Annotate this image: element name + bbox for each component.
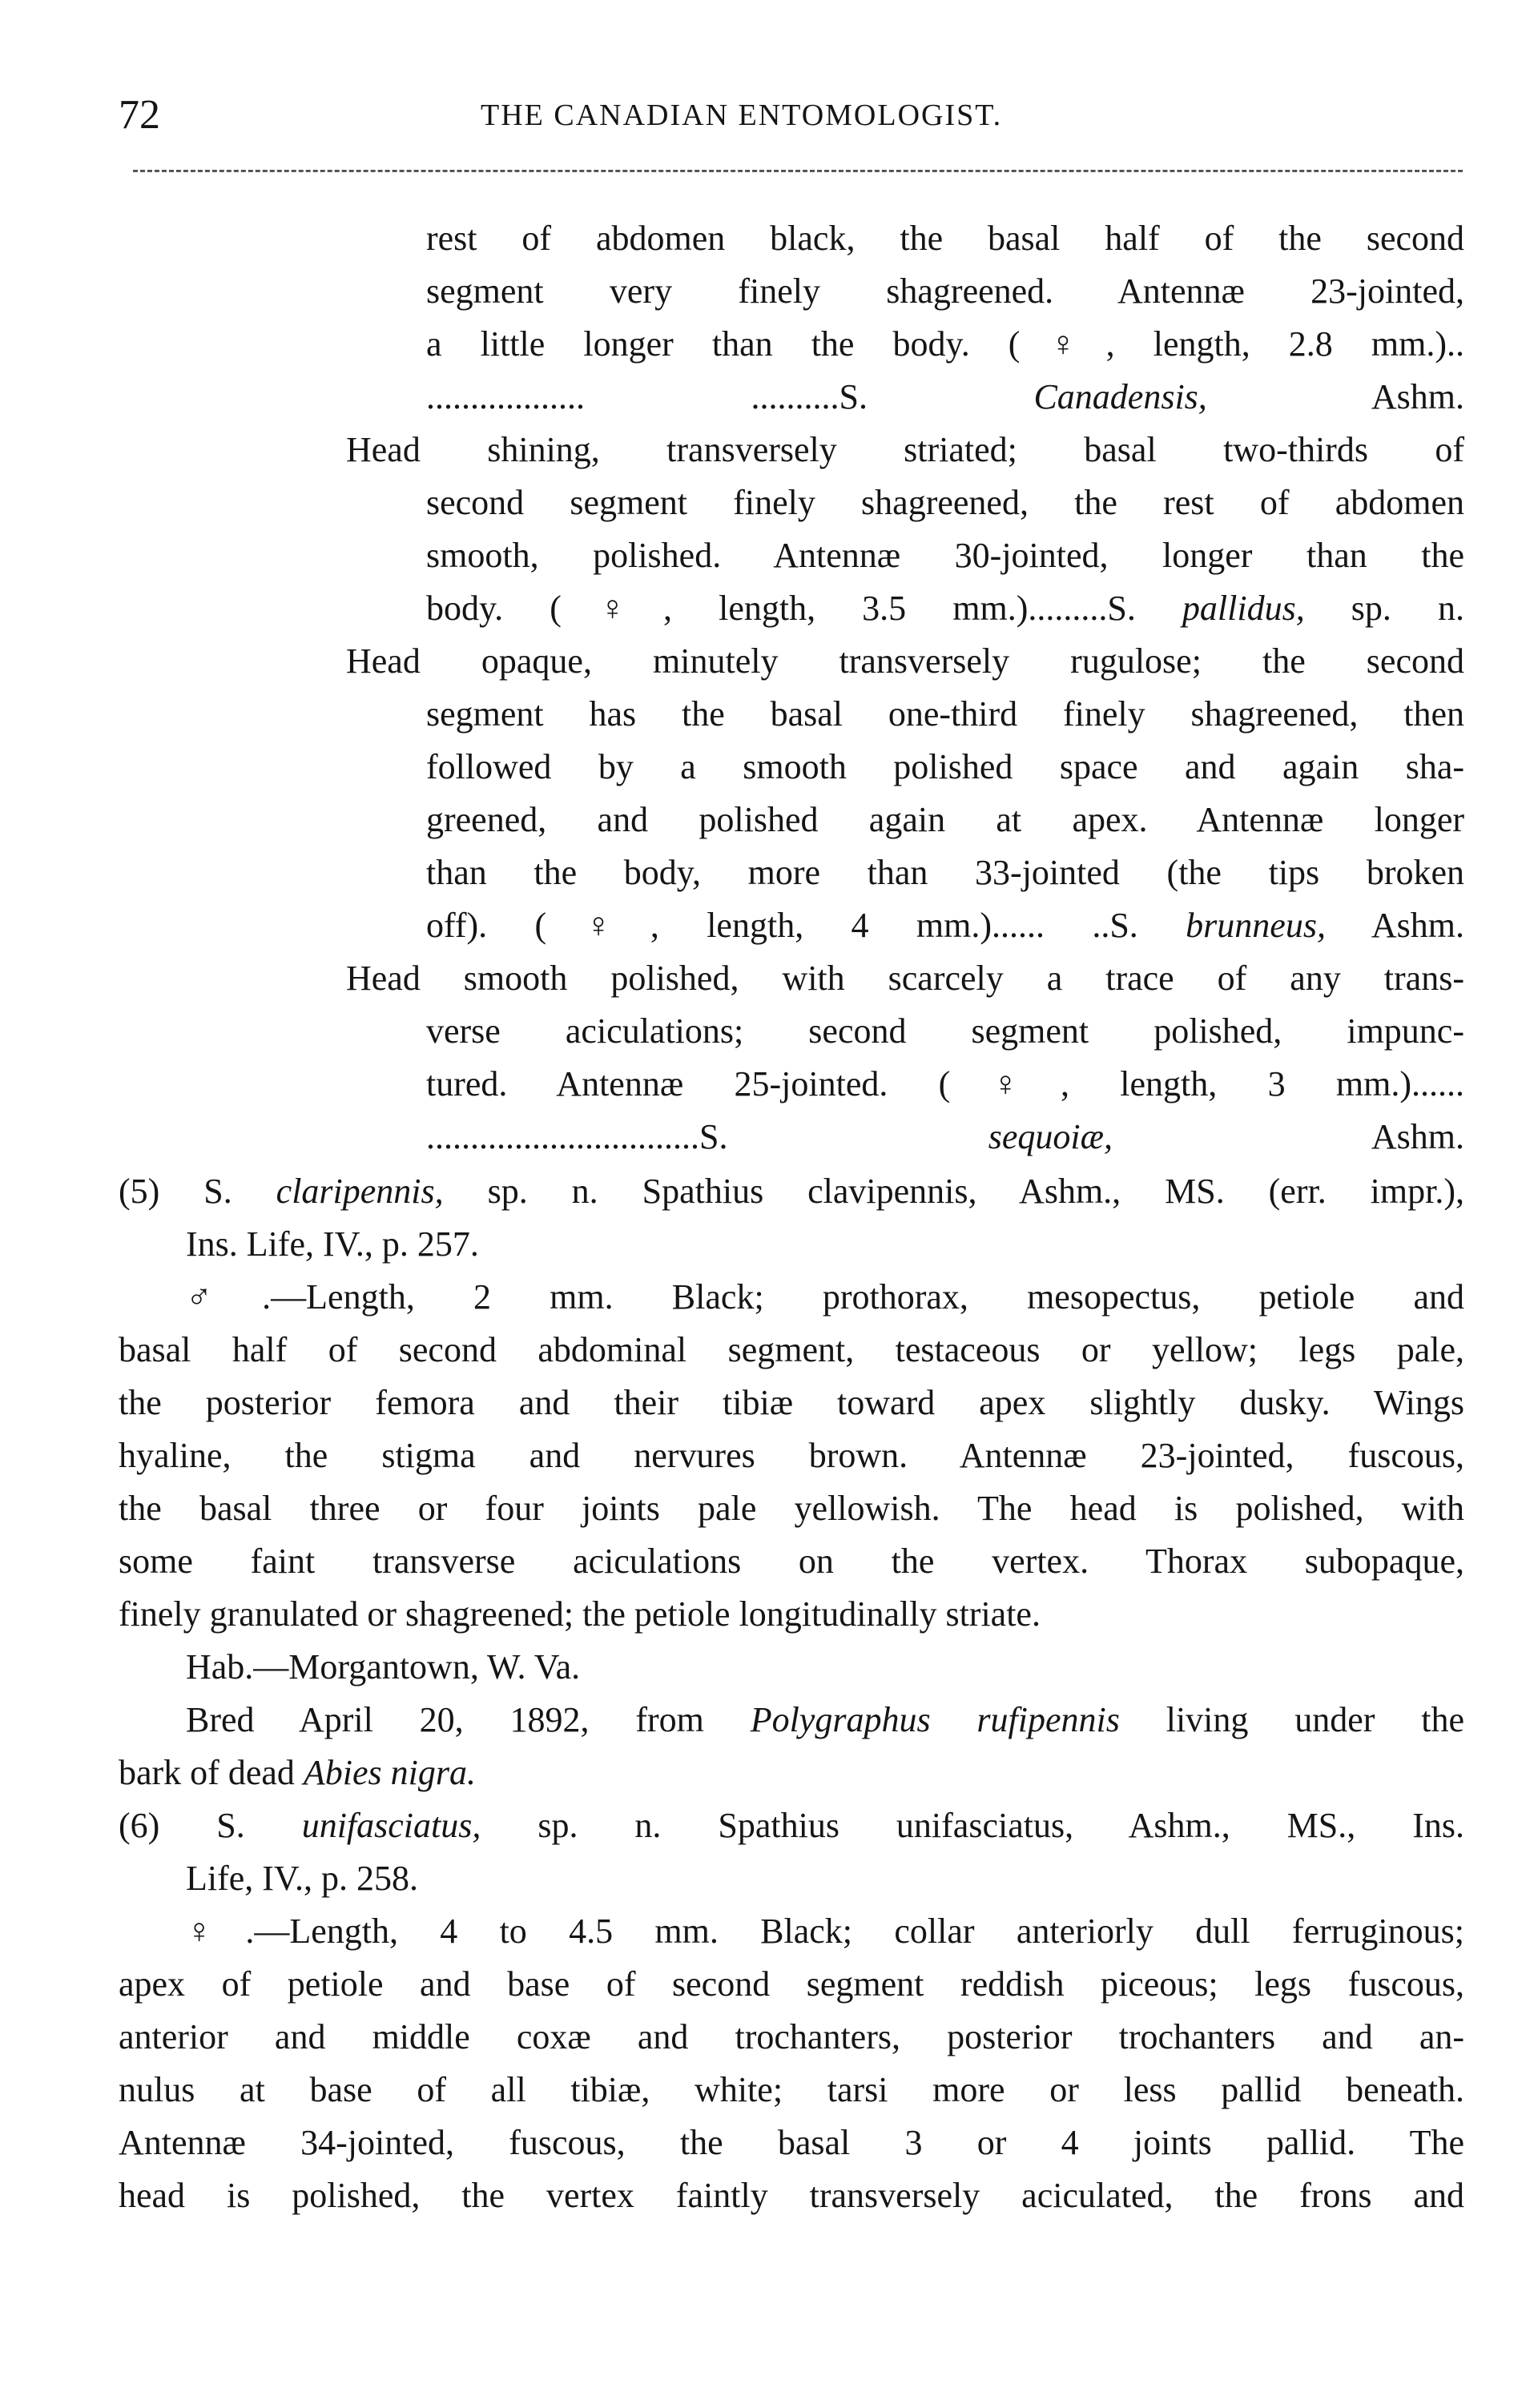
text-line <box>119 1433 1464 1478</box>
text-line <box>426 745 1464 790</box>
text-line <box>119 1539 1464 1584</box>
text-segment: Life, IV., p. 258. <box>186 1859 419 1898</box>
text-segment: (5) S. <box>119 1172 276 1211</box>
text-segment: greened, and polished again at apex. Antennæ longer <box>426 800 1464 839</box>
text-segment: living under the <box>1119 1700 1465 1739</box>
header-rule <box>133 170 1463 172</box>
text-line <box>186 1222 479 1267</box>
text-line <box>119 1486 1464 1531</box>
text-line <box>426 798 1464 842</box>
text-segment: segment very finely shagreened. Antennæ 23-jointed, <box>426 271 1464 311</box>
text-segment: finely granulated or shagreened; the petiole longitudinally striate. <box>119 1594 1041 1634</box>
text-segment: sp. n. <box>1304 589 1464 628</box>
running-title: THE CANADIAN ENTOMOLOGIST. <box>481 98 1003 132</box>
text-line <box>426 216 1464 261</box>
text-line <box>119 1328 1464 1373</box>
text-line <box>119 2121 1464 2165</box>
italic-text: sequoiæ, <box>988 1117 1113 1156</box>
italic-text: claripennis, <box>276 1172 444 1211</box>
text-segment: some faint transverse aciculations on the vertex. Thorax subopaque, <box>119 1542 1464 1581</box>
italic-text: pallidus, <box>1182 589 1305 628</box>
text-line <box>426 533 1464 578</box>
text-line <box>426 903 1464 948</box>
text-segment: ...............................S. <box>426 1117 988 1156</box>
text-segment: sp. n. Spathius unifasciatus, Ashm., MS., Ins. <box>481 1806 1465 1845</box>
text-line <box>186 1909 1464 1954</box>
text-line <box>119 2068 1464 2113</box>
text-segment: .................. ..........S. <box>426 377 1034 416</box>
text-segment: Antennæ 34-jointed, fuscous, the basal 3 or 4 joints pallid. The <box>119 2123 1464 2162</box>
text-segment: ♂.—Length, 2 mm. Black; prothorax, mesopectus, petiole and <box>186 1277 1464 1317</box>
text-segment: Ashm. <box>1113 1117 1464 1156</box>
text-segment: off). (♀, length, 4 mm.)...... ..S. <box>426 906 1186 945</box>
text-segment: basal half of second abdominal segment, testaceous or yellow; legs pale, <box>119 1330 1464 1369</box>
text-line <box>346 956 1464 1001</box>
text-segment: Head shining, transversely striated; basal two-thirds of <box>346 430 1464 469</box>
text-segment: hyaline, the stigma and nervures brown. Antennæ 23-jointed, fuscous, <box>119 1436 1464 1475</box>
text-segment: tured. Antennæ 25-jointed. (♀, length, 3 mm.)...... <box>426 1064 1464 1103</box>
text-segment: Ashm. <box>1206 377 1464 416</box>
text-line <box>426 1009 1464 1054</box>
text-segment: nulus at base of all tibiæ, white; tarsi more or less pallid beneath. <box>119 2070 1464 2109</box>
text-line <box>426 269 1464 314</box>
text-line <box>426 850 1464 895</box>
text-line <box>119 1962 1464 2007</box>
text-segment: verse aciculations; second segment polished, impunc- <box>426 1011 1464 1051</box>
text-line <box>426 375 1464 420</box>
text-line <box>426 1062 1464 1107</box>
text-segment: followed by a smooth polished space and again sha- <box>426 747 1464 786</box>
italic-text: Abies nigra. <box>303 1753 477 1792</box>
text-segment: Ins. Life, IV., p. 257. <box>186 1224 479 1264</box>
text-line <box>426 322 1464 367</box>
text-segment: smooth, polished. Antennæ 30-jointed, longer than the <box>426 536 1464 575</box>
text-segment: Hab.—Morgantown, W. Va. <box>186 1647 581 1686</box>
text-line <box>426 480 1464 525</box>
text-segment: than the body, more than 33-jointed (the tips broken <box>426 853 1464 892</box>
italic-text: Polygraphus rufipennis <box>750 1700 1120 1739</box>
text-line <box>119 1803 1464 1848</box>
text-segment: (6) S. <box>119 1806 302 1845</box>
text-line <box>426 586 1464 631</box>
text-segment: bark of dead <box>119 1753 304 1792</box>
text-line <box>426 1115 1464 1160</box>
text-line <box>346 639 1464 684</box>
text-line <box>119 2173 1464 2218</box>
text-line <box>119 1169 1464 1214</box>
text-segment: anterior and middle coxæ and trochanters, posterior trochanters and an- <box>119 2017 1464 2056</box>
text-segment: second segment finely shagreened, the rest of abdomen <box>426 483 1464 522</box>
text-line <box>186 1275 1464 1320</box>
text-segment: segment has the basal one-third finely shagreened, then <box>426 694 1464 734</box>
text-line <box>119 1381 1464 1425</box>
text-segment: body. (♀, length, 3.5 mm.).........S. <box>426 589 1182 628</box>
text-segment: Head opaque, minutely transversely rugulose; the second <box>346 641 1464 681</box>
text-segment: Bred April 20, 1892, from <box>186 1700 751 1739</box>
italic-text: Canadensis, <box>1033 377 1207 416</box>
text-line <box>186 1856 418 1901</box>
text-line <box>119 1592 1041 1637</box>
text-line <box>346 428 1464 472</box>
text-segment: apex of petiole and base of second segment reddish piceous; legs fuscous, <box>119 1964 1464 2004</box>
text-segment: Head smooth polished, with scarcely a trace of any trans- <box>346 959 1464 998</box>
text-segment: a little longer than the body. (♀, length, 2.8 mm.).. <box>426 324 1464 364</box>
text-segment: rest of abdomen black, the basal half of the second <box>426 219 1464 258</box>
text-line <box>119 1751 476 1795</box>
text-segment: the posterior femora and their tibiæ toward apex slightly dusky. Wings <box>119 1383 1464 1422</box>
text-line <box>119 2015 1464 2060</box>
text-segment: Ashm. <box>1325 906 1464 945</box>
text-line <box>186 1698 1464 1743</box>
text-segment: ♀.—Length, 4 to 4.5 mm. Black; collar anteriorly dull ferruginous; <box>186 1912 1464 1951</box>
text-segment: the basal three or four joints pale yellowish. The head is polished, with <box>119 1489 1464 1528</box>
page-number: 72 <box>119 92 160 138</box>
text-segment: sp. n. Spathius clavipennis, Ashm., MS. (err. impr.), <box>443 1172 1464 1211</box>
text-line <box>426 692 1464 737</box>
italic-text: brunneus, <box>1186 906 1326 945</box>
text-segment: head is polished, the vertex faintly transversely aciculated, the frons and <box>119 2176 1464 2215</box>
italic-text: unifasciatus, <box>301 1806 481 1845</box>
text-line <box>186 1645 580 1690</box>
